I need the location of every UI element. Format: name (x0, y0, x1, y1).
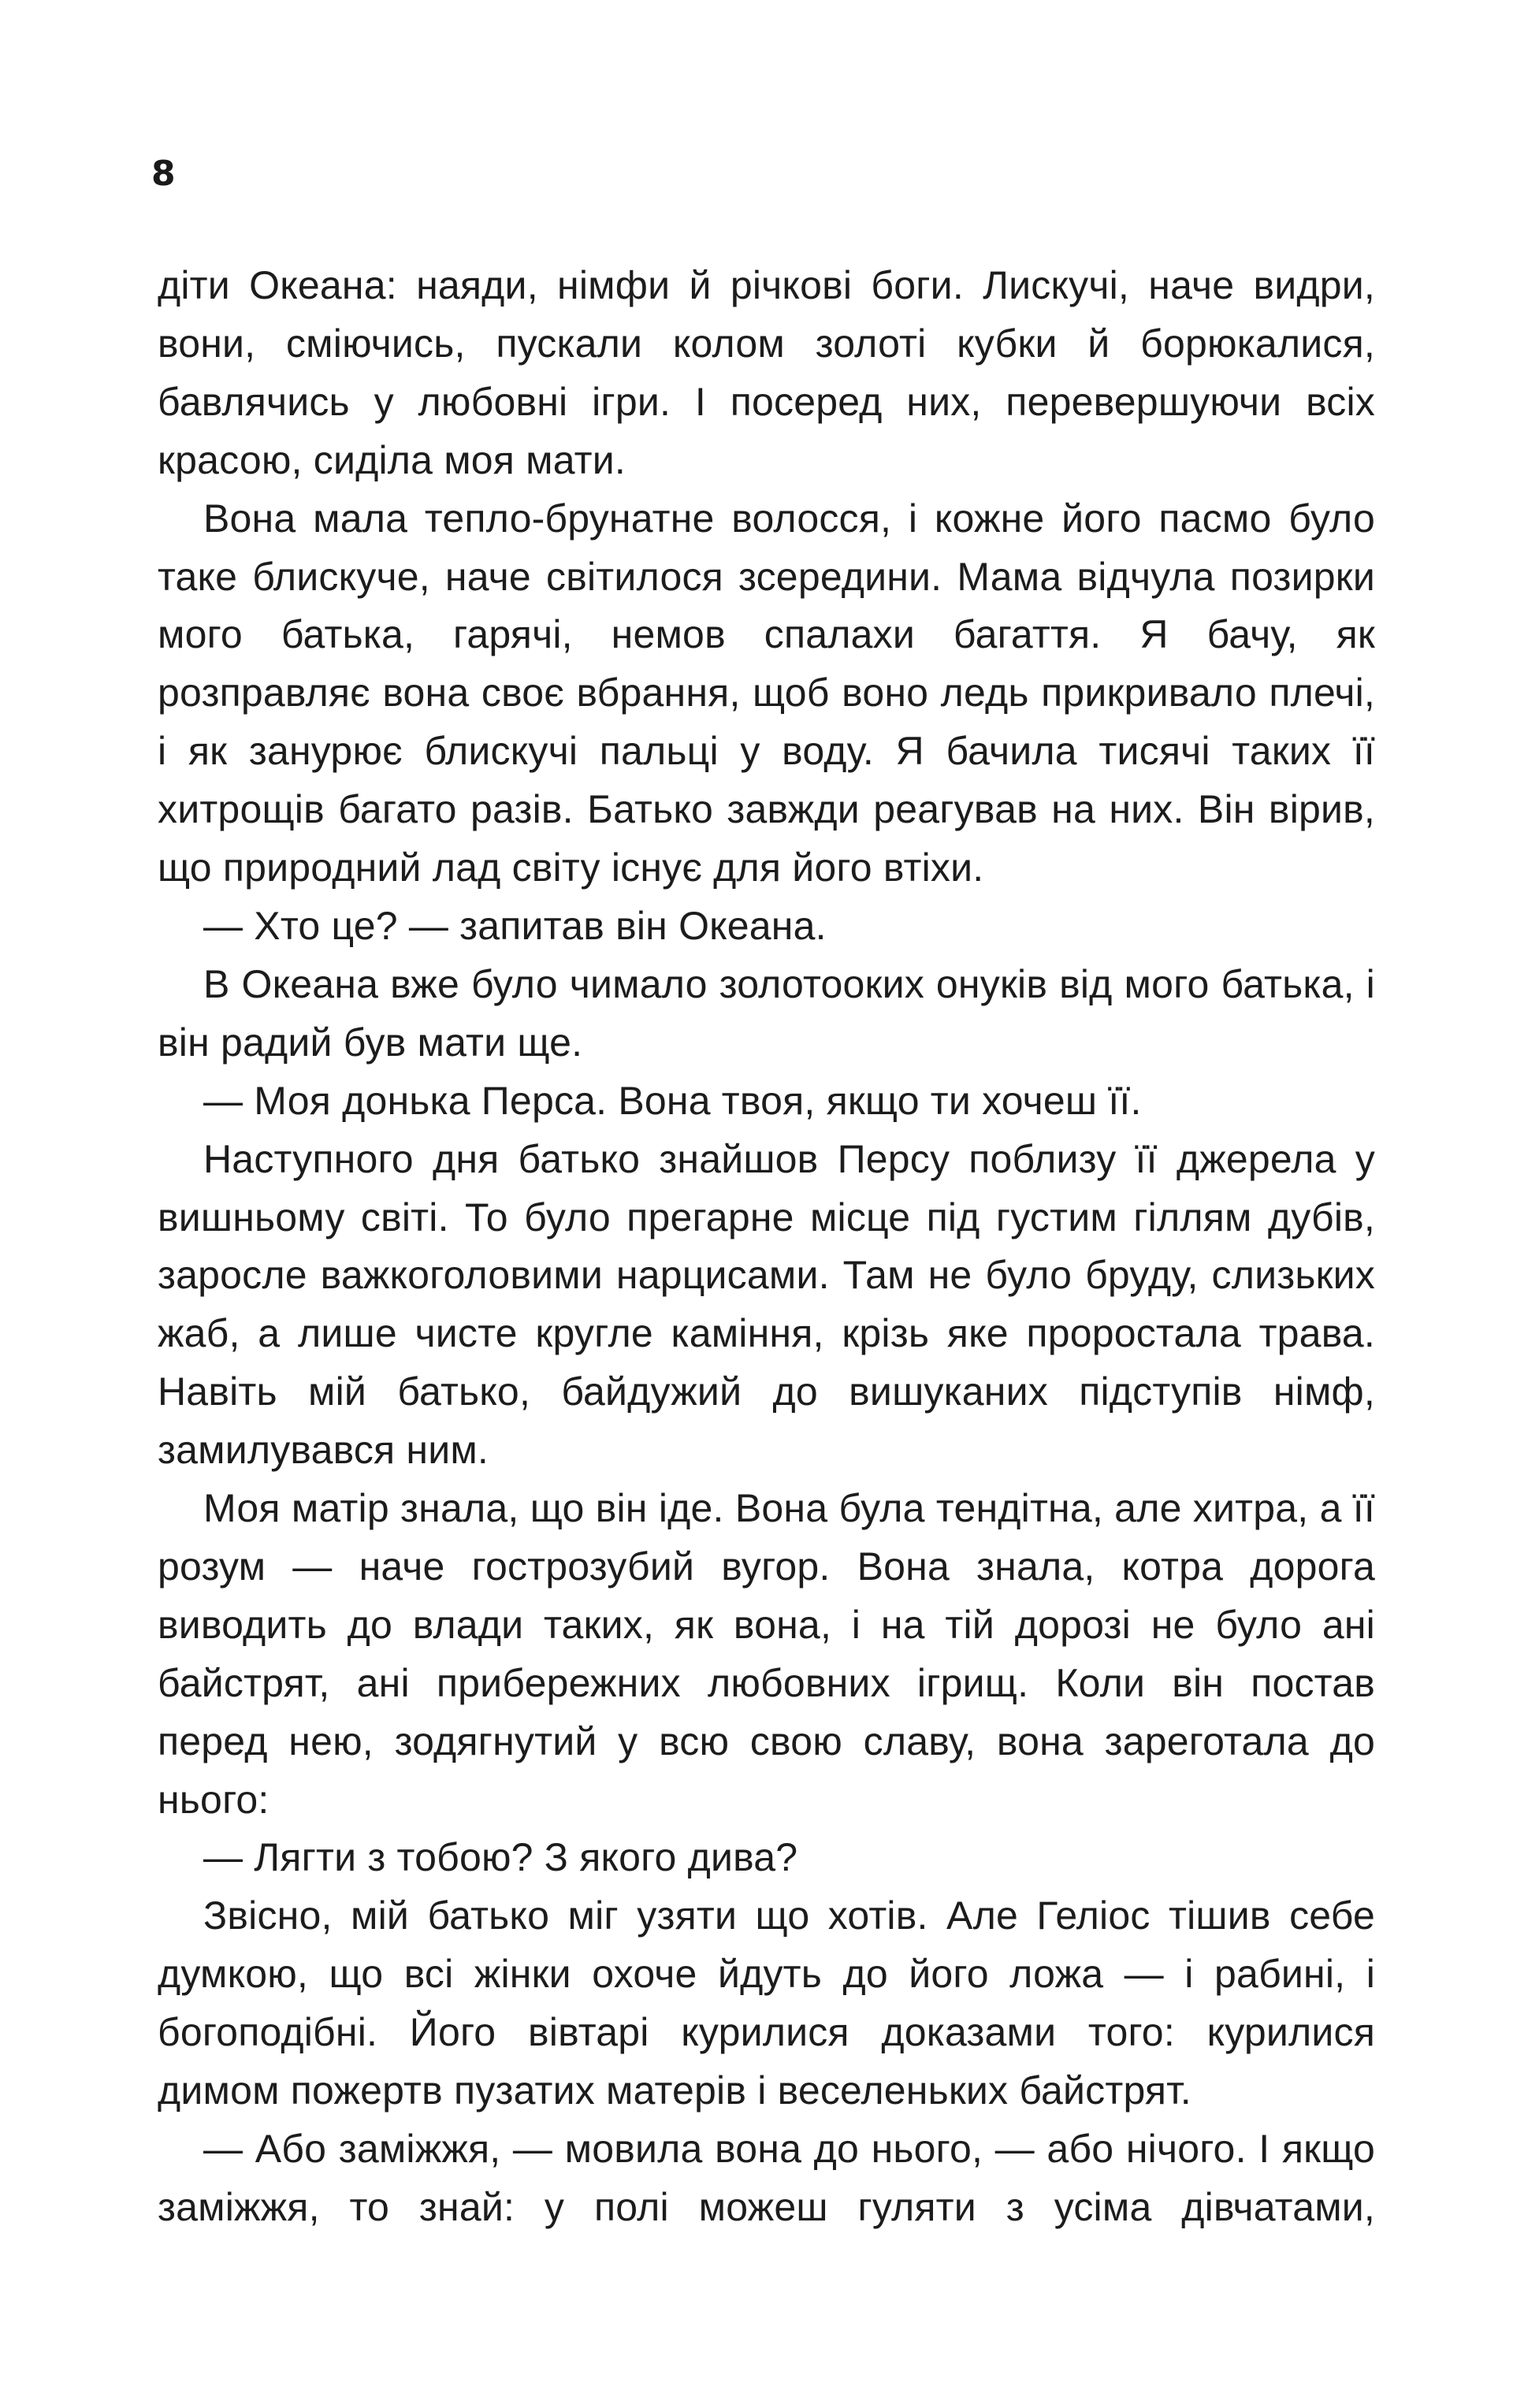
page-number: 8 (151, 154, 176, 194)
paragraph: Моя матір знала, що він іде. Вона була тендітна, але хитра, а її розум — наче гострозубий вугор. Вона знала, котра дорога виводить до влади таких, як вона, і на тій дорозі не було ані байстрят, ані прибережних любовних ігрищ. Коли він постав перед нею, зодягнутий у всю свою славу, вона зареготала до нього: (158, 1486, 1375, 1822)
dialogue-line: — Або заміжжя, — мовила вона до нього, — або нічого. І якщо заміжжя, то знай: у полі можеш гуляти з усіма дівчатами, (158, 2127, 1375, 2229)
body-text (158, 257, 1375, 2237)
paragraph: В Океана вже було чимало золотооких онуків від мого батька, і він радий був мати ще. (158, 961, 1375, 1065)
dialogue-line: — Моя донька Перса. Вона твоя, якщо ти хочеш її. (203, 1078, 1142, 1123)
dialogue-line: — Хто це? — запитав він Океана. (203, 903, 827, 948)
paragraph: Наступного дня батько знайшов Персу поблизу її джерела у вишньому світі. То було прегарне місце під густим гіллям дубів, заросле важкоголовими нарцисами. Там не було бруду, слизьких жаб, а лише чисте кругле каміння, крізь яке проростала трава. Навіть мій батько, байдужий до вишуканих підступів німф, замилувався ним. (158, 1136, 1375, 1473)
paragraph: діти Океана: наяди, німфи й річкові боги. Лискучі, наче видри, вони, сміючись, пускали колом золоті кубки й борюкалися, бавлячись у любовні ігри. І посеред них, перевершуючи всіх красою, сиділа моя мати. (158, 263, 1375, 482)
paragraph: Звісно, мій батько міг узяти що хотів. Але Геліос тішив себе думкою, що всі жінки охоче йдуть до його ложа — і рабині, і богоподібні. Його вівтарі курилися доказами того: курилися димом пожертв пузатих матерів і веселеньких байстрят. (158, 1893, 1375, 2113)
dialogue-line: — Лягти з тобою? З якого дива? (203, 1835, 798, 1880)
paragraph: Вона мала тепло-брунатне волосся, і кожне його пасмо було таке блискуче, наче світилося зсередини. Мама відчула позирки мого батька, гарячі, немов спалахи багаття. Я бачу, як розправляє вона своє вбрання, щоб воно ледь прикривало плечі, і як занурює блискучі пальці у воду. Я бачила тисячі таких її хитрощів багато разів. Батько завжди реагував на них. Він вірив, що природний лад світу існує для його втіхи. (158, 496, 1375, 890)
